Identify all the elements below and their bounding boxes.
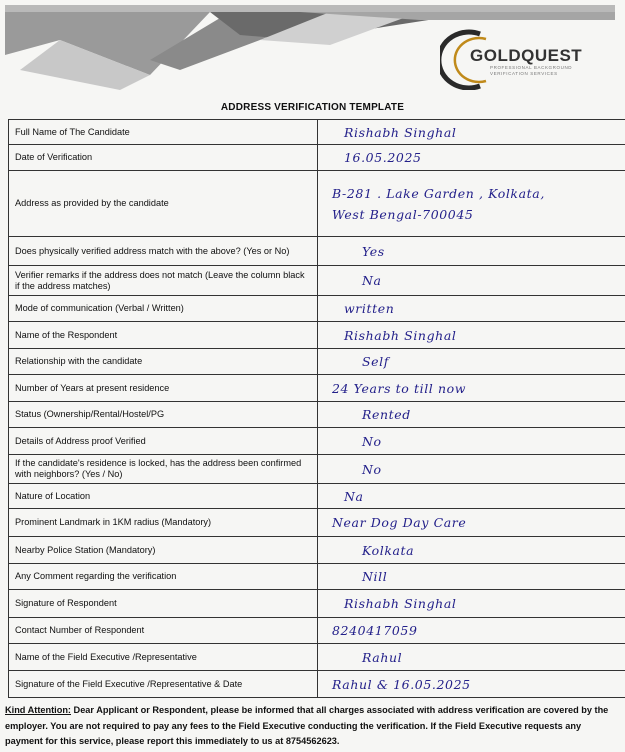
handwritten-value: Rahul bbox=[362, 649, 403, 665]
row-label: Address as provided by the candidate bbox=[9, 171, 318, 237]
notice-lead: Kind Attention: bbox=[5, 705, 71, 715]
row-label: Number of Years at present residence bbox=[9, 375, 318, 402]
executive-signature: Rahul & 16.05.2025 bbox=[332, 676, 471, 692]
table-row bbox=[9, 296, 625, 322]
notice-body: Dear Applicant or Respondent, please be informed that all charges associated with address verification are covered by the employer. You are not required to pay any fees to the Field Executive conducting the verification. If the Field Executive requests any payment for this service, please report this immediately to us at 8754562623. bbox=[5, 705, 609, 746]
table-row bbox=[9, 237, 625, 266]
table-row bbox=[9, 428, 625, 455]
table-row bbox=[9, 145, 625, 171]
row-value bbox=[318, 537, 625, 564]
row-label: Full Name of The Candidate bbox=[9, 120, 318, 145]
handwritten-value: written bbox=[344, 301, 395, 316]
row-value bbox=[318, 484, 625, 509]
row-label: Nearby Police Station (Mandatory) bbox=[9, 537, 318, 564]
handwritten-value-line1: B-281 . Lake Garden , Kolkata, bbox=[332, 185, 545, 201]
row-label: Does physically verified address match with the above? (Yes or No) bbox=[9, 237, 318, 266]
handwritten-value: 8240417059 bbox=[332, 623, 418, 638]
table-row bbox=[9, 266, 625, 296]
row-value bbox=[318, 120, 625, 145]
verification-form-table bbox=[8, 119, 625, 698]
kind-attention-notice bbox=[5, 703, 620, 750]
table-row bbox=[9, 671, 625, 698]
handwritten-value: Rishabh Singhal bbox=[344, 327, 457, 343]
row-value bbox=[318, 671, 625, 698]
row-value bbox=[318, 590, 625, 618]
row-label: Signature of Respondent bbox=[9, 590, 318, 618]
table-row bbox=[9, 618, 625, 644]
document-title: ADDRESS VERIFICATION TEMPLATE bbox=[220, 102, 405, 113]
row-value bbox=[318, 171, 625, 237]
row-label: If the candidate's residence is locked, has the address been confirmed with neighbors? (Yes / No) bbox=[9, 455, 318, 484]
row-label: Mode of communication (Verbal / Written) bbox=[9, 296, 318, 322]
row-value bbox=[318, 509, 625, 537]
table-row bbox=[9, 349, 625, 375]
table-row bbox=[9, 171, 625, 237]
row-label: Nature of Location bbox=[9, 484, 318, 509]
handwritten-value: No bbox=[362, 461, 382, 477]
row-label: Name of the Field Executive /Representative bbox=[9, 644, 318, 671]
row-value bbox=[318, 322, 625, 349]
row-value bbox=[318, 266, 625, 296]
respondent-signature: Rishabh Singhal bbox=[344, 596, 457, 611]
row-label: Name of the Respondent bbox=[9, 322, 318, 349]
row-value bbox=[318, 564, 625, 590]
handwritten-value: Nill bbox=[362, 569, 388, 584]
handwritten-value: Yes bbox=[362, 243, 385, 259]
table-row bbox=[9, 590, 625, 618]
row-value bbox=[318, 349, 625, 375]
row-value bbox=[318, 644, 625, 671]
row-label: Prominent Landmark in 1KM radius (Mandatory) bbox=[9, 509, 318, 537]
row-value bbox=[318, 145, 625, 171]
table-row bbox=[9, 402, 625, 428]
logo-name: GOLDQUEST bbox=[470, 46, 583, 65]
row-label: Status (Ownership/Rental/Hostel/PG bbox=[9, 402, 318, 428]
row-value bbox=[318, 428, 625, 455]
row-value bbox=[318, 402, 625, 428]
row-label: Relationship with the candidate bbox=[9, 349, 318, 375]
handwritten-value: 24 Years to till now bbox=[332, 380, 467, 396]
table-row bbox=[9, 322, 625, 349]
handwritten-value: No bbox=[362, 433, 382, 449]
handwritten-value-line2: West Bengal-700045 bbox=[332, 206, 474, 222]
logo-tagline: PROFESSIONAL BACKGROUND VERIFICATION SERVICES bbox=[490, 65, 573, 76]
row-label: Verifier remarks if the address does not match (Leave the column black if the address matches) bbox=[9, 266, 318, 296]
row-value bbox=[318, 455, 625, 484]
row-value bbox=[318, 237, 625, 266]
table-row bbox=[9, 455, 625, 484]
row-label: Details of Address proof Verified bbox=[9, 428, 318, 455]
handwritten-value: Na bbox=[344, 488, 364, 504]
table-row bbox=[9, 484, 625, 509]
row-value bbox=[318, 618, 625, 644]
table-row bbox=[9, 120, 625, 145]
table-row bbox=[9, 644, 625, 671]
row-label: Contact Number of Respondent bbox=[9, 618, 318, 644]
handwritten-value: Near Dog Day Care bbox=[332, 515, 467, 530]
handwritten-value: Rishabh Singhal bbox=[344, 124, 457, 140]
table-row bbox=[9, 564, 625, 590]
row-label: Signature of the Field Executive /Representative & Date bbox=[9, 671, 318, 698]
row-value bbox=[318, 375, 625, 402]
handwritten-value: Self bbox=[362, 354, 389, 369]
table-row bbox=[9, 537, 625, 564]
handwritten-value: Kolkata bbox=[362, 542, 415, 558]
table-row bbox=[9, 375, 625, 402]
table-row bbox=[9, 509, 625, 537]
handwritten-value: Na bbox=[362, 273, 382, 288]
row-value bbox=[318, 296, 625, 322]
handwritten-value: 16.05.2025 bbox=[344, 150, 422, 165]
row-label: Date of Verification bbox=[9, 145, 318, 171]
handwritten-value: Rented bbox=[362, 407, 411, 422]
row-label: Any Comment regarding the verification bbox=[9, 564, 318, 590]
